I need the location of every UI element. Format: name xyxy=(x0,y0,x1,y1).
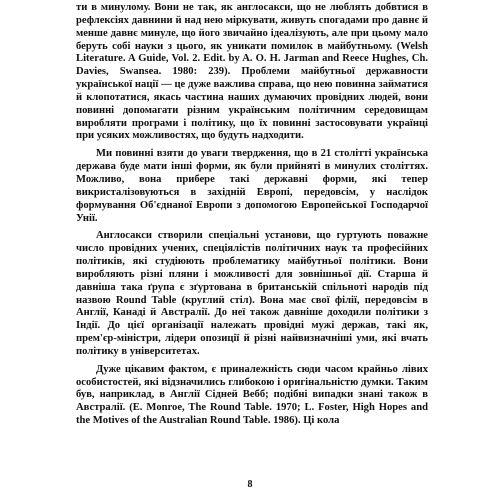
paragraph-2: Ми повинні взяти до уваги твердження, що в 21 столітті українська держава буде мати інші форми, як були прийняті в минулих століттях. Можливо, вона прибере такі державні форми, які тепер викристалізовуються в західній Европі, передовсім, у наслідок формування Об'єднаної Европи з допомогою Европейської Господарчої Унії. xyxy=(76,148,428,224)
paragraph-4: Дуже цікавим фактом, є приналежність сюди часом крайньо лівих особистостей, які відзначились глибокою і оригінальністю думки. Таким був, наприклад, в Англії Сідней Вебб; подібні випадки знані також в Австралії. (E. Monroe, The Round Table. 1970; L. Foster, High Hopes and the Motives of the Australian Round Table. 1986). Ці кола xyxy=(76,363,428,427)
page-number: 8 xyxy=(247,479,253,490)
paragraph-3: Англосакси створили спеціальні установи, що гуртують поважне число провідних учених, спеціялістів політичних наук та професійних політиків, які студіюють проблематику майбутньої політики. Вони виробляють різні пляни і можливості для зовнішньої дії. Старша й давніша така ґрупа є зґуртована в британській спільноті народів під назвою Round Table (круглий стіл). Вона має свої філії, передовсім в Англії, Канаді й Австралії. До неї також давніше доходили політики з Індії. До цієї організації належать провідні мужі держав, такі як, прем'єр-міністри, лідери опозиції й різні найвизначніші уми, які вчать політику в університетах. xyxy=(76,230,428,357)
paragraph-1: ти в минулому. Вони не так, як англосакси, що не люблять добвтися в рефлексіях давнини й над нею міркувати, живуть спогадами про давнє й менше давнє минуле, що його звичайно ідеалізують, але при цьому мало беруть собі науки з цього, як уникати помилок в майбутньому. (Welsh Literature. A Guide, Vol. 2. Edit. by A. O. H. Jarman and Reece Hughes, Ch. Davies, Swansea. 1980: 239). Проблеми майбутньої державности української нації — це дуже важлива справа, що нею повинна займатися й клопотатися, якась частина наших думаючих провідних людей, вони повинні допомагати різним українським політичним середовищам виробляти програми і політику, що їх повинні застосовувати українці при усяких можливостях, що будуть надходити. xyxy=(76,2,428,142)
body-text xyxy=(76,2,428,428)
